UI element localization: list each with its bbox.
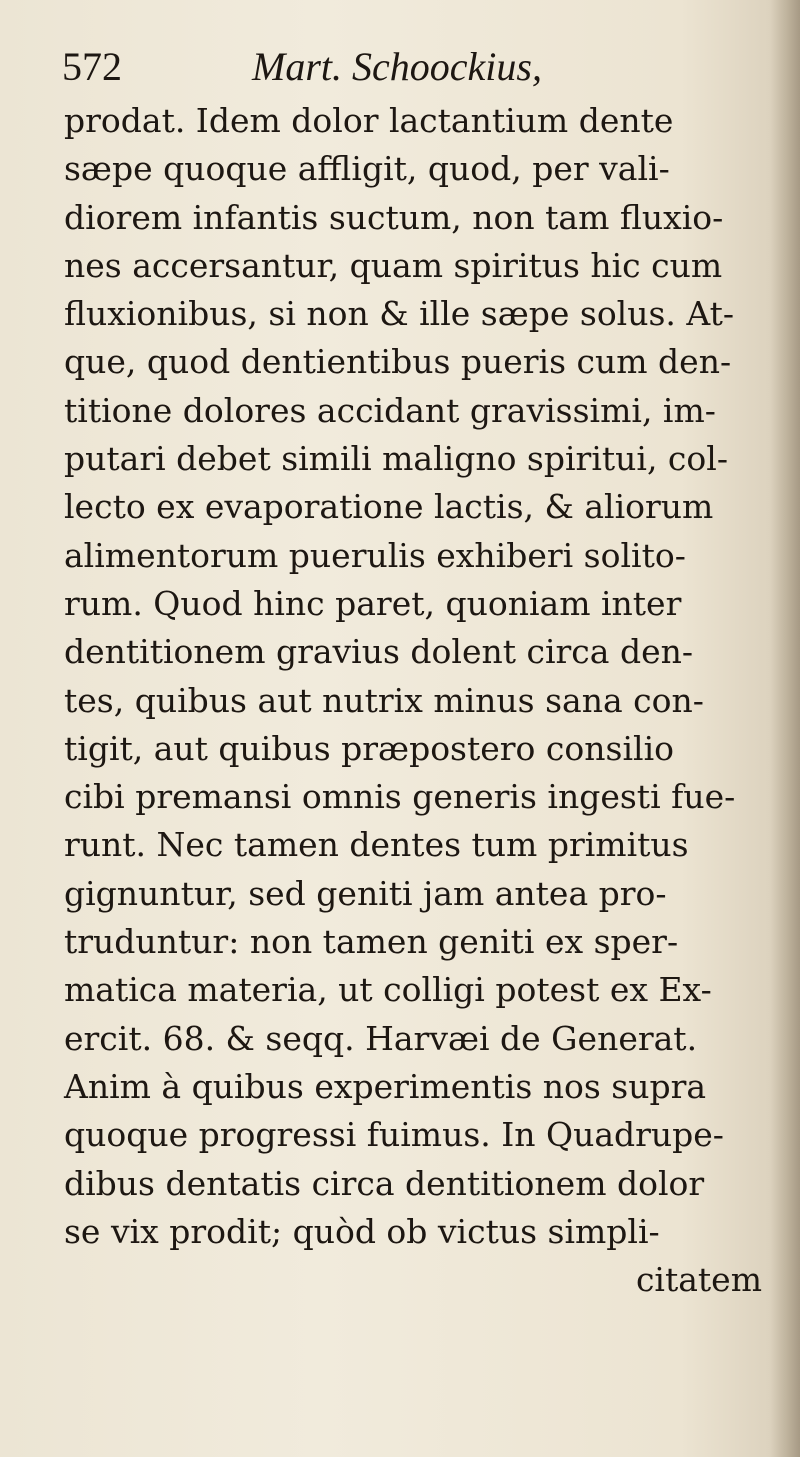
text-line: diorem infantis suctum, non tam fluxio- bbox=[64, 197, 724, 237]
text-line: matica materia, ut colligi potest ex Ex- bbox=[64, 970, 712, 1010]
text-line: fluxionibus, si non & ille sæpe solus. At- bbox=[64, 294, 735, 334]
text-line: truduntur: non tamen geniti ex sper- bbox=[64, 922, 679, 962]
body-text bbox=[64, 97, 784, 1304]
text-line: que, quod dentientibus pueris cum den- bbox=[64, 342, 732, 382]
text-line: titione dolores accidant gravissimi, im- bbox=[64, 390, 716, 430]
text-line: runt. Nec tamen dentes tum primitus bbox=[64, 825, 689, 865]
text-line: nes accersantur, quam spiritus hic cum bbox=[64, 245, 723, 285]
text-line: Anim à quibus experimentis nos supra bbox=[64, 1066, 707, 1106]
text-line: tigit, aut quibus præpostero consilio bbox=[64, 728, 674, 768]
text-line: prodat. Idem dolor lactantium dente bbox=[64, 101, 674, 140]
text-line: sæpe quoque affligit, quod, per vali- bbox=[64, 149, 670, 189]
text-line: gignuntur, sed geniti jam antea pro- bbox=[64, 873, 667, 913]
catchword: citatem bbox=[635, 1260, 762, 1300]
text-line: tes, quibus aut nutrix minus sana con- bbox=[64, 680, 704, 720]
text-line: putari debet simili maligno spiritui, col- bbox=[64, 439, 728, 479]
text-line: dibus dentatis circa dentitionem dolor bbox=[64, 1163, 705, 1203]
running-head: Mart. Schoockius, bbox=[252, 44, 542, 89]
text-line: dentitionem gravius dolent circa den- bbox=[64, 632, 694, 672]
text-line: ercit. 68. & seqq. Harvæi de Generat. bbox=[64, 1018, 698, 1058]
text-line: rum. Quod hinc paret, quoniam inter bbox=[64, 583, 682, 623]
text-line: alimentorum puerulis exhiberi solito- bbox=[64, 535, 686, 575]
text-line: quoque progressi fuimus. In Quadrupe- bbox=[64, 1115, 724, 1155]
page-header bbox=[62, 42, 762, 92]
text-line: cibi premansi omnis generis ingesti fue- bbox=[64, 777, 736, 817]
page-number: 572 bbox=[62, 44, 122, 89]
text-line: se vix prodit; quòd ob victus simpli- bbox=[64, 1211, 660, 1251]
text-line: lecto ex evaporatione lactis, & aliorum bbox=[64, 487, 714, 527]
